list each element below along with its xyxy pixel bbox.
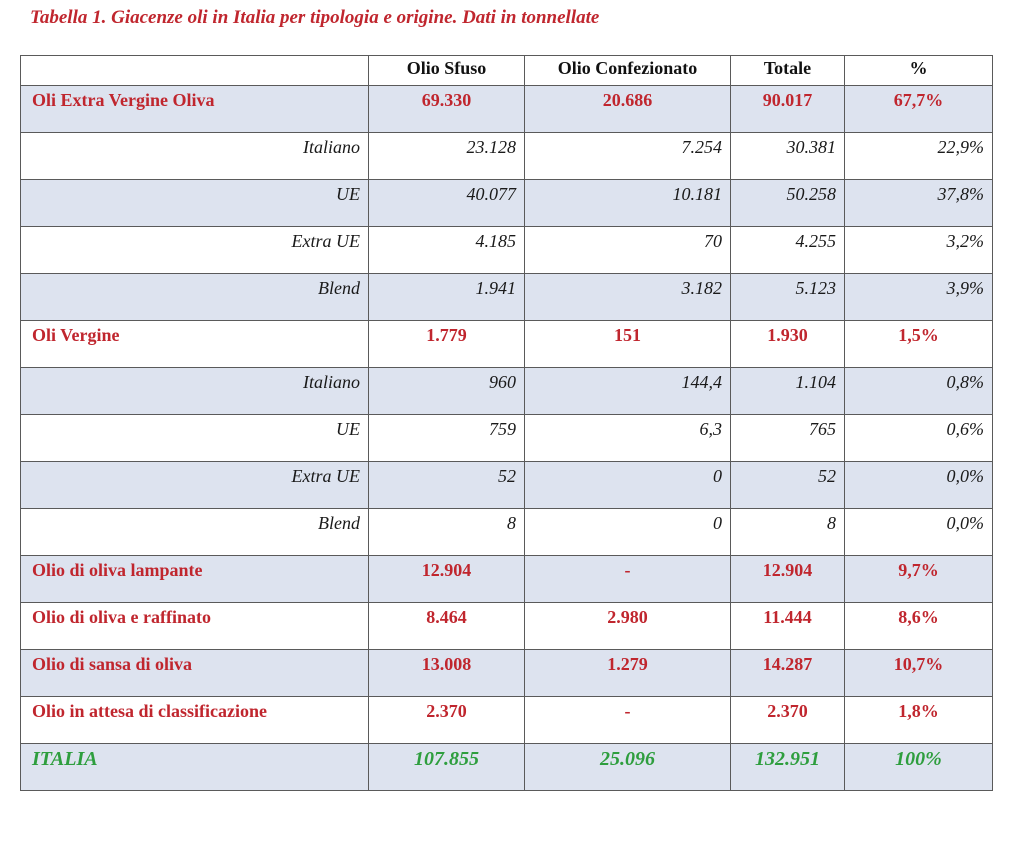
- row-label: Oli Extra Vergine Oliva: [21, 86, 369, 133]
- cell-percent: 3,2%: [845, 227, 993, 274]
- table-row: [21, 368, 993, 415]
- cell-olio-sfuso: 2.370: [369, 697, 525, 744]
- cell-olio-sfuso: 12.904: [369, 556, 525, 603]
- header-cell-olio-confezionato: Olio Confezionato: [525, 56, 731, 86]
- cell-totale: 12.904: [731, 556, 845, 603]
- row-label: Olio di oliva lampante: [21, 556, 369, 603]
- row-label: Extra UE: [21, 462, 369, 509]
- table-row: [21, 556, 993, 603]
- cell-olio-confezionato: 1.279: [525, 650, 731, 697]
- cell-olio-sfuso: 107.855: [369, 744, 525, 791]
- row-label: Extra UE: [21, 227, 369, 274]
- row-label: Blend: [21, 274, 369, 321]
- cell-percent: 10,7%: [845, 650, 993, 697]
- table-row: [21, 650, 993, 697]
- cell-totale: 132.951: [731, 744, 845, 791]
- cell-olio-confezionato: -: [525, 556, 731, 603]
- header-cell-category: [21, 56, 369, 86]
- cell-olio-sfuso: 8: [369, 509, 525, 556]
- cell-percent: 0,0%: [845, 509, 993, 556]
- row-label: Blend: [21, 509, 369, 556]
- cell-olio-sfuso: 52: [369, 462, 525, 509]
- table-row: [21, 321, 993, 368]
- cell-olio-sfuso: 40.077: [369, 180, 525, 227]
- cell-olio-sfuso: 759: [369, 415, 525, 462]
- cell-percent: 67,7%: [845, 86, 993, 133]
- cell-percent: 8,6%: [845, 603, 993, 650]
- cell-olio-sfuso: 8.464: [369, 603, 525, 650]
- cell-percent: 3,9%: [845, 274, 993, 321]
- cell-totale: 50.258: [731, 180, 845, 227]
- cell-olio-confezionato: 144,4: [525, 368, 731, 415]
- cell-olio-confezionato: 0: [525, 462, 731, 509]
- total-row: [21, 744, 993, 791]
- cell-totale: 8: [731, 509, 845, 556]
- cell-totale: 11.444: [731, 603, 845, 650]
- row-label: Olio di sansa di oliva: [21, 650, 369, 697]
- cell-olio-sfuso: 23.128: [369, 133, 525, 180]
- table-row: [21, 509, 993, 556]
- cell-olio-confezionato: 10.181: [525, 180, 731, 227]
- cell-totale: 1.930: [731, 321, 845, 368]
- cell-olio-confezionato: 70: [525, 227, 731, 274]
- cell-totale: 4.255: [731, 227, 845, 274]
- row-label: UE: [21, 180, 369, 227]
- row-label: UE: [21, 415, 369, 462]
- cell-olio-confezionato: 3.182: [525, 274, 731, 321]
- cell-totale: 5.123: [731, 274, 845, 321]
- table-row: [21, 462, 993, 509]
- stock-table: [20, 55, 993, 791]
- cell-olio-confezionato: 6,3: [525, 415, 731, 462]
- header-row: [21, 56, 993, 86]
- header-cell-percent: %: [845, 56, 993, 86]
- cell-olio-sfuso: 1.779: [369, 321, 525, 368]
- cell-olio-sfuso: 4.185: [369, 227, 525, 274]
- table-row: [21, 86, 993, 133]
- cell-olio-confezionato: 25.096: [525, 744, 731, 791]
- cell-percent: 9,7%: [845, 556, 993, 603]
- cell-percent: 37,8%: [845, 180, 993, 227]
- cell-olio-sfuso: 1.941: [369, 274, 525, 321]
- cell-totale: 1.104: [731, 368, 845, 415]
- cell-olio-confezionato: 7.254: [525, 133, 731, 180]
- cell-olio-confezionato: 151: [525, 321, 731, 368]
- row-label: Oli Vergine: [21, 321, 369, 368]
- table-row: [21, 274, 993, 321]
- cell-olio-sfuso: 69.330: [369, 86, 525, 133]
- table-row: [21, 603, 993, 650]
- table-row: [21, 180, 993, 227]
- cell-percent: 0,0%: [845, 462, 993, 509]
- cell-olio-confezionato: 0: [525, 509, 731, 556]
- cell-totale: 90.017: [731, 86, 845, 133]
- table-caption: Tabella 1. Giacenze oli in Italia per tipologia e origine. Dati in tonnellate: [30, 7, 600, 28]
- cell-totale: 765: [731, 415, 845, 462]
- header-cell-olio-sfuso: Olio Sfuso: [369, 56, 525, 86]
- cell-totale: 30.381: [731, 133, 845, 180]
- cell-percent: 1,8%: [845, 697, 993, 744]
- cell-totale: 2.370: [731, 697, 845, 744]
- cell-percent: 22,9%: [845, 133, 993, 180]
- cell-olio-confezionato: 20.686: [525, 86, 731, 133]
- header-cell-totale: Totale: [731, 56, 845, 86]
- cell-totale: 52: [731, 462, 845, 509]
- row-label: Italiano: [21, 133, 369, 180]
- cell-percent: 1,5%: [845, 321, 993, 368]
- row-label: Olio di oliva e raffinato: [21, 603, 369, 650]
- cell-totale: 14.287: [731, 650, 845, 697]
- row-label: Italiano: [21, 368, 369, 415]
- table-row: [21, 133, 993, 180]
- table-row: [21, 697, 993, 744]
- cell-olio-sfuso: 13.008: [369, 650, 525, 697]
- row-label: Olio in attesa di classificazione: [21, 697, 369, 744]
- cell-percent: 0,6%: [845, 415, 993, 462]
- row-label: ITALIA: [21, 744, 369, 791]
- table-row: [21, 415, 993, 462]
- cell-olio-sfuso: 960: [369, 368, 525, 415]
- cell-olio-confezionato: -: [525, 697, 731, 744]
- table-row: [21, 227, 993, 274]
- cell-percent: 0,8%: [845, 368, 993, 415]
- cell-olio-confezionato: 2.980: [525, 603, 731, 650]
- cell-percent: 100%: [845, 744, 993, 791]
